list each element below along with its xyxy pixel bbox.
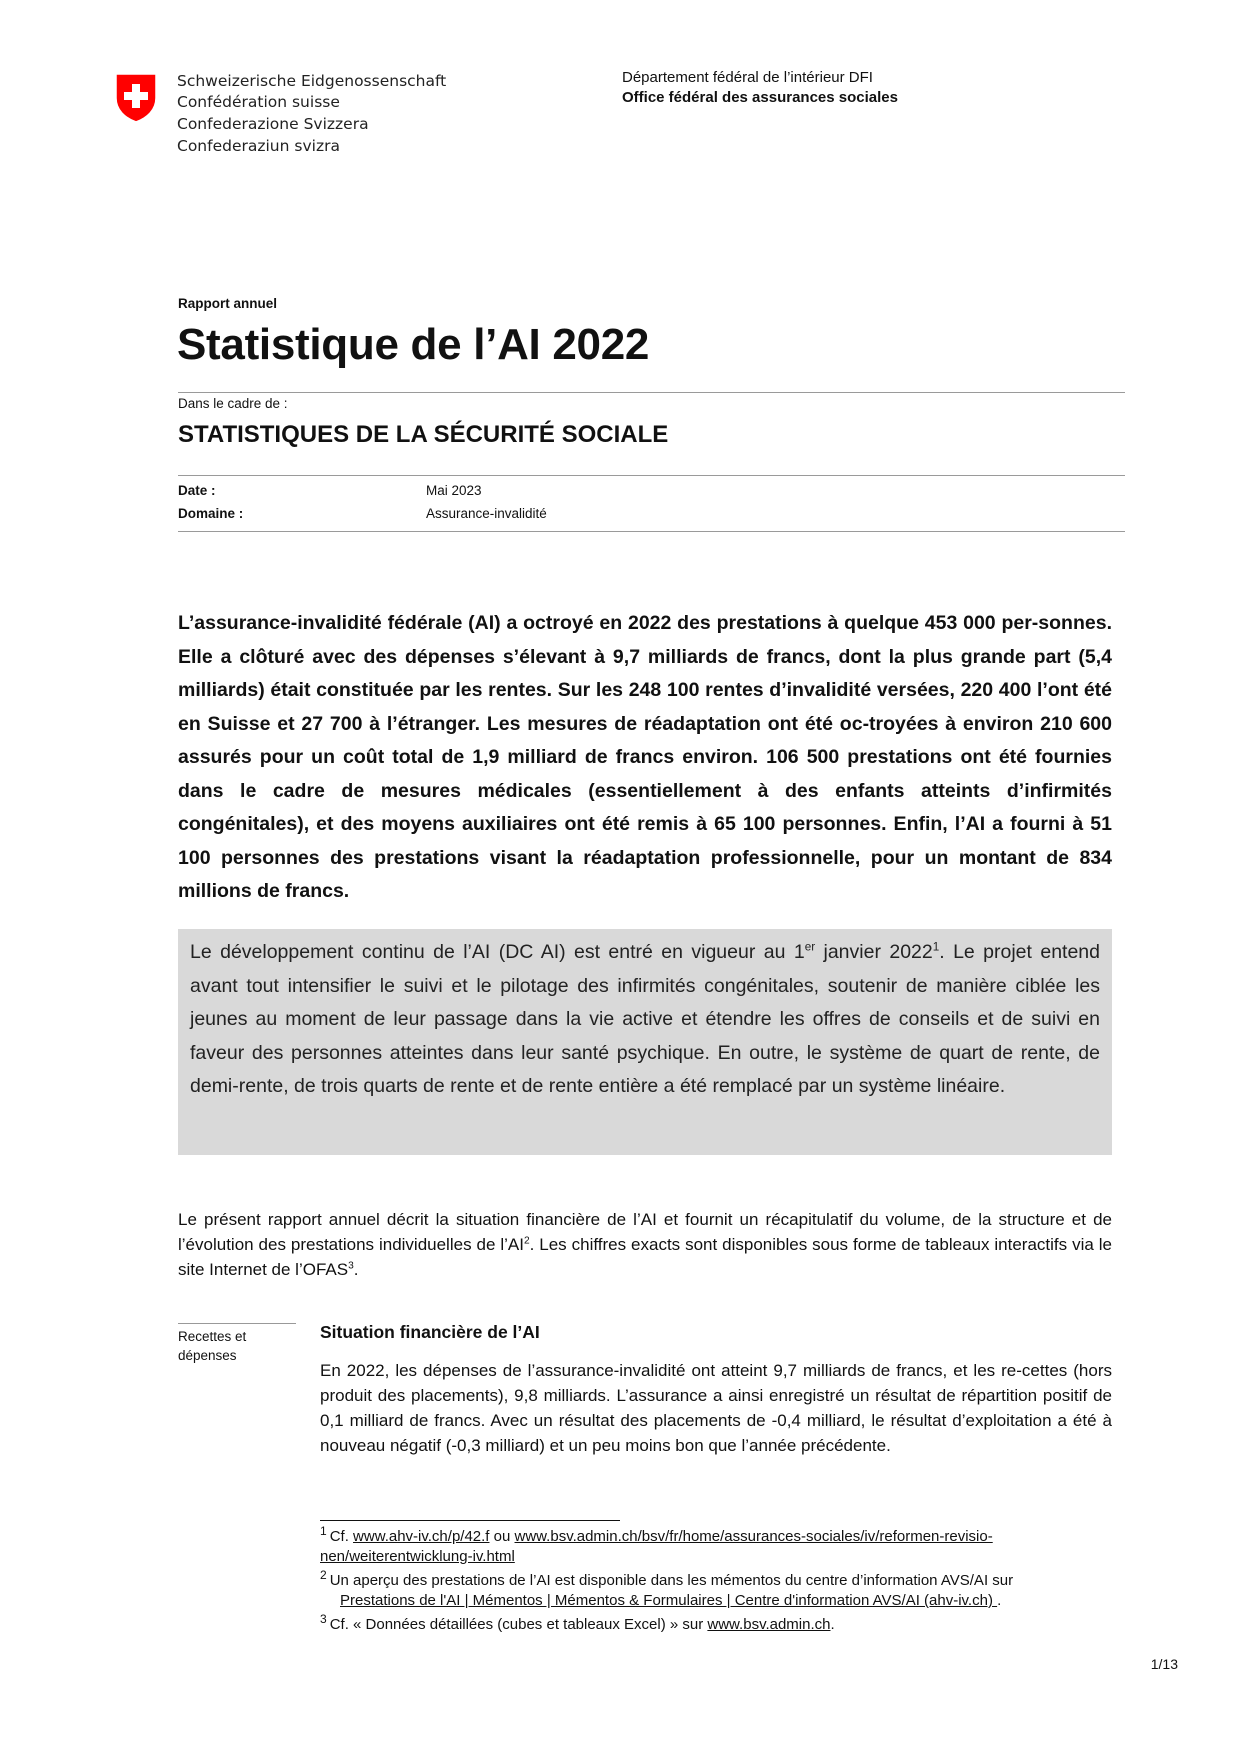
meta-bottom-divider xyxy=(178,531,1125,532)
footnote-divider xyxy=(320,1520,620,1521)
finance-paragraph: En 2022, les dépenses de l’assurance-invalidité ont atteint 9,7 milliards de francs, et les re-cettes (hors produit des placements), 9,8 milliards. L’assurance a ainsi enregistré un résultat de répartition positif de 0,1 milliard de francs. Avec un résultat des placements de -0,4 milliard, le résultat d’exploitation a été à nouveau négatif (-0,3 milliard) et un peu moins bon que l’année précédente. xyxy=(320,1361,1112,1455)
date-label: Date : xyxy=(178,483,216,498)
footnote-number: 1 xyxy=(320,1524,327,1538)
date-value: Mai 2023 xyxy=(426,483,482,498)
office-name: Office fédéral des assurances sociales xyxy=(622,89,898,106)
confederation-name-de: Schweizerische Eidgenossenschaft xyxy=(177,72,447,90)
confederation-name-it: Confederazione Svizzera xyxy=(177,115,369,133)
side-note-divider xyxy=(178,1323,296,1324)
context-label: Dans le cadre de : xyxy=(178,396,288,411)
footnote-link[interactable]: www.bsv.admin.ch/bsv/fr/home/assurances-sociales/iv/reformen-revisio- xyxy=(514,1528,993,1545)
footnote-2: $^2$ Un aperçu des prestations de l’AI est disponible dans les mémentos du centre d’information AVS/AI sur Prestations de l'AI | Mémentos | Mémentos & Formulaires | Centre d'information AVS/AI (ahv-iv.ch) . xyxy=(320,1568,1014,1609)
footnote-link[interactable]: nen/weiterentwicklung-iv.html xyxy=(320,1548,515,1565)
footnote-ref-2[interactable]: 2 xyxy=(523,1235,530,1247)
footnote-ref-3[interactable]: 3 xyxy=(348,1260,354,1272)
intro-paragraph: Le présent rapport annuel décrit la situation financière de l’AI et fournit un récapitulatif du volume, de la structure et de l’évolution des prestations individuelles de $l’AI^2$. Les chiffres exacts sont disponibles sous forme de tableaux interactifs via le site Internet de l’OFAS$^3$. xyxy=(178,1210,1112,1279)
domain-label: Domaine : xyxy=(178,506,244,521)
footnote-3: $^3$ Cf. « Données détaillées (cubes et tableaux Excel) » sur www.bsv.admin.ch. xyxy=(320,1612,835,1633)
lead-summary: L’assurance-invalidité fédérale (AI) a octroyé en 2022 des prestations à quelque 453 000 per-sonnes. Elle a clôturé avec des dépenses s’élevant à 9,7 milliards de francs, dont la plus grande part (5,4 milliards) était constituée par les rentes. Sur les 248 100 rentes d’invalidité versées, 220 400 l’ont été en Suisse et 27 700 à l’étranger. Les mesures de réadaptation ont été oc-troyées à environ 210 600 assurés pour un coût total de 1,9 milliard de francs environ. 106 500 prestations ont été fournies dans le cadre de mesures médicales (essentiellement à des enfants atteints d’infirmités congénitales), et des moyens auxiliaires ont été remis à 65 100 personnes. Enfin, l’AI a fourni à 51 100 personnes des prestations visant la réadaptation professionnelle, pour un montant de 834 millions de francs. xyxy=(178,612,1112,902)
report-type-label: Rapport annuel xyxy=(178,296,278,311)
meta-top-divider xyxy=(178,475,1125,476)
confederation-name-rm: Confederaziun svizra xyxy=(177,137,340,155)
page-number: 1/13 xyxy=(1150,1656,1178,1672)
highlight-text: Le développement continu de l’AI (DC AI) est entré en vigueur au 1er janvier 2022$^1$. Le projet entend avant tout intensifier le suivi et le pilotage des infirmités congénitales, soutenir de manière ciblée les jeunes au moment de leur passage dans la vie active et étendre les offres de conseils et de suivi en faveur des personnes atteintes dans leur santé psychique. En outre, le système de quart de rente, de demi-rente, de trois quarts de rente et de rente entière a été remplacé par un système linéaire. xyxy=(190,940,1100,1097)
footnote-link[interactable]: www.bsv.admin.ch xyxy=(707,1616,831,1633)
side-note: Recettes et dépenses xyxy=(178,1329,247,1363)
footnote-link[interactable]: www.ahv-iv.ch/p/42.f xyxy=(353,1528,490,1545)
highlight-box xyxy=(178,929,1112,1155)
finance-section-title: Situation financière de l’AI xyxy=(320,1322,540,1342)
footnote-number: 3 xyxy=(320,1612,327,1626)
footnote-1: $^1$ Cf. www.ahv-iv.ch/p/42.f ou www.bsv.admin.ch/bsv/fr/home/assurances-sociales/iv/reformen-revisio- nen/weiterentwicklung-iv.html xyxy=(320,1524,993,1565)
domain-value: Assurance-invalidité xyxy=(426,506,547,521)
swiss-coat-of-arms-icon xyxy=(113,72,159,124)
footnote-link[interactable]: Prestations de l'AI | Mémentos | Mémentos & Formulaires | Centre d'information AVS/AI (ahv-iv.ch) xyxy=(340,1592,998,1609)
page-title: Statistique de l’AI 2022 xyxy=(177,320,650,369)
footnote-ref-1[interactable]: 1 xyxy=(932,940,940,954)
department-name: Département fédéral de l’intérieur DFI xyxy=(622,69,873,86)
title-divider xyxy=(178,392,1125,393)
confederation-name-fr: Confédération suisse xyxy=(177,93,340,111)
footnote-number: 2 xyxy=(320,1568,327,1582)
series-title: STATISTIQUES DE LA SÉCURITÉ SOCIALE xyxy=(178,421,669,448)
